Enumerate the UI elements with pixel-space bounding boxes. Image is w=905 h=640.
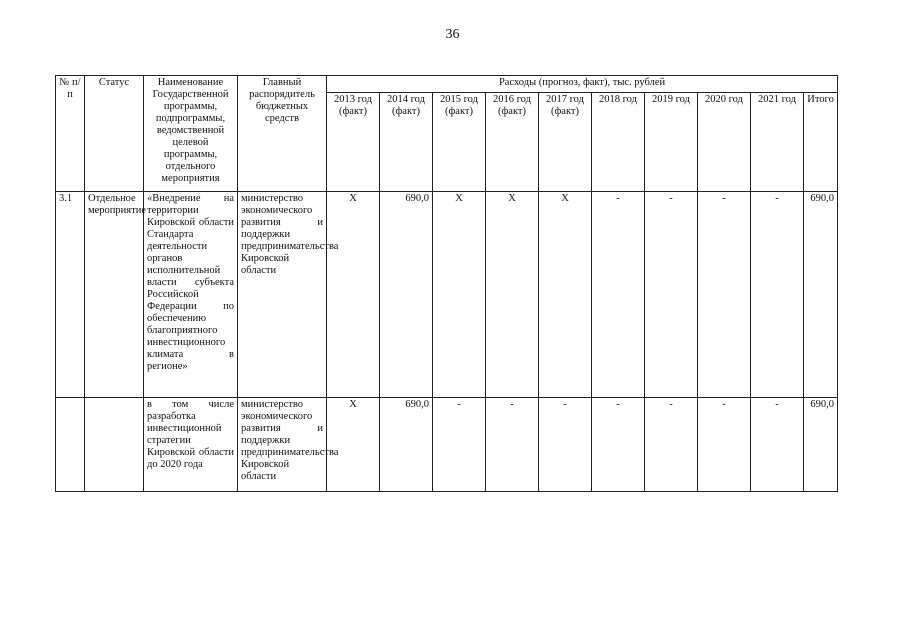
row-value: Х	[539, 192, 592, 398]
row-value: -	[645, 398, 698, 492]
row-value: -	[751, 398, 804, 492]
row-value: -	[592, 398, 645, 492]
row-value: -	[486, 398, 539, 492]
row-status	[85, 398, 144, 492]
header-year: 2019 год	[645, 93, 698, 192]
row-num	[56, 398, 85, 492]
row-admin: министерство экономического развития и поддержки предпринимательства Кировской области	[238, 398, 327, 492]
row-num: 3.1	[56, 192, 85, 398]
header-row	[56, 76, 838, 93]
header-year: 2017 год (факт)	[539, 93, 592, 192]
header-year: 2020 год	[698, 93, 751, 192]
header-status: Статус	[85, 76, 144, 192]
header-year: 2015 год (факт)	[433, 93, 486, 192]
row-admin: министерство экономического развития и поддержки предпринимательства Кировской области	[238, 192, 327, 398]
row-value: 690,0	[380, 192, 433, 398]
page-number: 36	[445, 27, 460, 42]
header-year: Итого	[804, 93, 838, 192]
row-value: Х	[327, 398, 380, 492]
row-value: 690,0	[380, 398, 433, 492]
header-year: 2013 год (факт)	[327, 93, 380, 192]
row-name: в том числе разработка инвестиционной стратегии Кировской области до 2020 года	[144, 398, 238, 492]
row-value: Х	[327, 192, 380, 398]
budget-table	[55, 75, 838, 492]
row-value: -	[698, 398, 751, 492]
header-year: 2016 год (факт)	[486, 93, 539, 192]
table-row	[56, 398, 838, 492]
row-status: Отдельное мероприятие	[85, 192, 144, 398]
header-admin: Главный распорядитель бюджетных средств	[238, 76, 327, 192]
header-name: Наименование Государственной программы, подпрограммы, ведомственной целевой программы, отдельного мероприятия	[144, 76, 238, 192]
row-value: -	[433, 398, 486, 492]
row-value: -	[592, 192, 645, 398]
row-value: Х	[433, 192, 486, 398]
row-value: 690,0	[804, 398, 838, 492]
header-expenses: Расходы (прогноз, факт), тыс. рублей	[327, 76, 838, 93]
header-year: 2021 год	[751, 93, 804, 192]
header-year: 2014 год (факт)	[380, 93, 433, 192]
row-value: -	[751, 192, 804, 398]
header-year: 2018 год	[592, 93, 645, 192]
row-value: -	[539, 398, 592, 492]
table-row	[56, 192, 838, 398]
row-value: -	[645, 192, 698, 398]
row-name: «Внедрение на территории Кировской области Стандарта деятельности органов исполнительной власти субъекта Российской Федерации по обеспечению благоприятного инвестиционного климата в регионе»	[144, 192, 238, 398]
row-value: -	[698, 192, 751, 398]
header-num: № п/п	[56, 76, 85, 192]
row-value: 690,0	[804, 192, 838, 398]
row-value: Х	[486, 192, 539, 398]
